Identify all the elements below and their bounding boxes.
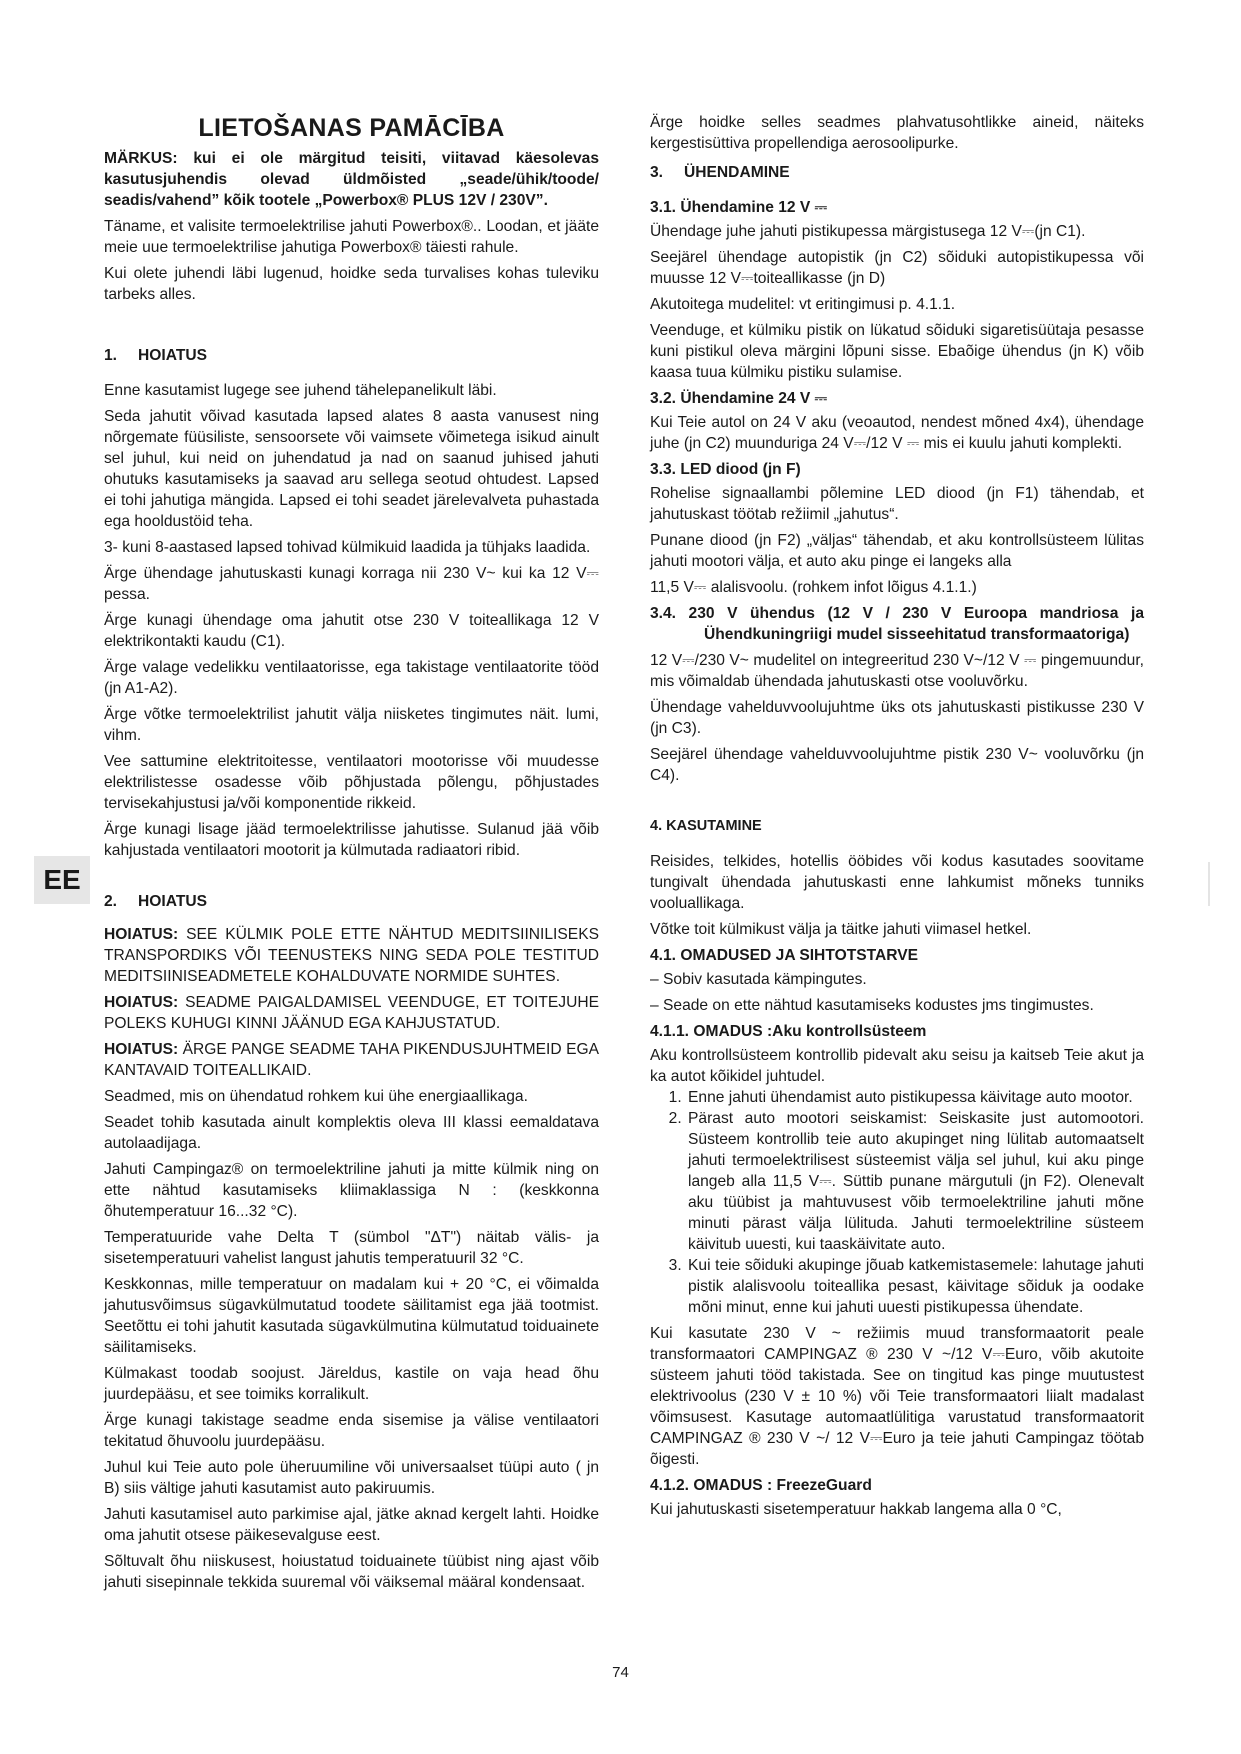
section-3-heading [650,162,1144,183]
paragraph: Seejärel ühendage autopistik (jn C2) sõiduki autopistikupessa või muusse 12 V⎓toiteallikasse (jn D) [650,249,1144,287]
edge-mark [1208,862,1210,906]
section-4-heading [650,816,1144,837]
paragraph: Ärge kunagi takistage seadme enda sisemise ja välise ventilaatori tekitatud õhuvoolu juurdepääsu. [104,1412,599,1450]
list-item: 2. Pärast auto mootori seiskamist: Seiskasite just automootori. Süsteem kontrollib teie auto akupinget ning lülitab automaatselt jahuti termoelektrilisest süsteemist välja sel juhul, kui aku pinge langeb alla 11,5 V⎓. Süttib punane märgutuli (jn F2). Olenevalt aku tüübist ja mahtuvusest võib termoelektriline jahuti mõne minuti pärast välja lülituda. Jahuti termoelektriline süsteem käivitub uuesti, kui taaskäivitate auto. [686,1108,1144,1255]
paragraph: Akutoitega mudelitel: vt eritingimusi p. 4.1.1. [650,296,956,313]
paragraph: – Seade on ette nähtud kasutamiseks kodustes jms tingimustes. [650,997,1094,1014]
paragraph: Jahuti kasutamisel auto parkimise ajal, jätke aknad kergelt lahti. Hoidke oma jahutit otsese päikesevalguse eest. [104,1506,599,1544]
paragraph: Vee sattumine elektritoitesse, ventilaatori mootorisse või muudesse elektrilistesse osadesse võib põhjustada põlengu, põhjustades tervisekahjustusi ja/või komponentide rikkeid. [104,753,599,812]
paragraph: Ärge võtke termoelektrilist jahutit välja niisketes tingimutes näit. lumi, vihm. [104,706,599,744]
section-number: 3. [650,164,664,181]
note-paragraph: MÄRKUS: kui ei ole märgitud teisiti, viitavad käesolevas kasutusjuhendis olevad üldmõisted „seade/ühik/toode/ seadis/vahend” kõik tootele „Powerbox® PLUS 12V / 230V”. [104,150,599,209]
list-item: 1. Enne jahuti ühendamist auto pistikupessa käivitage auto mootor. [686,1087,1144,1108]
paragraph: Sõltuvalt õhu niiskusest, hoiustatud toiduainete tüübist ning ajast võib jahuti sisepinnale tekkida suuremal või väiksemal määral kondensaat. [104,1553,599,1591]
section-number: 1. [104,347,118,364]
paragraph: Juhul kui Teie auto pole üheruumiline või universaalset tüüpi auto ( jn B) siis vältige jahuti kasutamist auto pakiruumis. [104,1459,599,1497]
paragraph: Seejärel ühendage vahelduvvoolujuhtme pistik 230 V~ vooluvõrku (jn C4). [650,746,1144,784]
section-number: 4. [650,818,663,834]
subsection-3-2-heading: 3.2. Ühendamine 24 V ⎓ [650,390,828,407]
paragraph: Rohelise signaallambi põlemine LED diood (jn F1) tähendab, et jahutuskast töötab režiimil „jahutus“. [650,485,1144,523]
paragraph: Ärge kunagi ühendage oma jahutit otse 230 V toiteallikaga 12 V elektrikontakti kaudu (C1). [104,612,599,650]
paragraph: Ärge kunagi lisage jääd termoelektrilisse jahutisse. Sulanud jää võib kahjustada ventilaatori mootorit ja külmutada radiaatori ribid. [104,821,599,859]
section-2-heading [104,891,599,912]
subsection-4-1-2-heading: 4.1.2. OMADUS : FreezeGuard [650,1477,872,1494]
subsection-3-1-heading: 3.1. Ühendamine 12 V ⎓ [650,199,828,216]
page-title: LIETOŠANAS PAMĀCĪBA [198,114,505,142]
right-column [650,112,1144,1525]
paragraph: Võtke toit külmikust välja ja täitke jahuti viimasel hetkel. [650,921,1032,938]
paragraph: 3- kuni 8-aastased lapsed tohivad külmikuid laadida ja tühjaks laadida. [104,539,591,556]
paragraph: Seadet tohib kasutada ainult komplektis oleva III klassi eemaldatava autolaadijaga. [104,1114,599,1152]
language-tab: EE [34,856,90,904]
paragraph: Külmakast toodab soojust. Järeldus, kastile on vaja head õhu juurdepääsu, et see toimiks korralikult. [104,1365,599,1403]
paragraph: Keskkonnas, mille temperatuur on madalam kui + 20 °C, ei võimalda jahutusvõimsus sügavkülmutatud toodete säilitamist ega jää tootmist. Seetõttu ei tohi jahutit kasutada sügavkülmutina külmutatud toiduainete säilitamiseks. [104,1276,599,1356]
paragraph: Kui jahutuskasti sisetemperatuur hakkab langema alla 0 °C, [650,1501,1062,1518]
paragraph: Kui Teie autol on 24 V aku (veoautod, nendest mõned 4x4), ühendage juhe (jn C2) muunduriga 24 V⎓/12 V ⎓ mis ei kuulu jahuti komplekti. [650,414,1144,452]
subsection-4-1-1-heading: 4.1.1. OMADUS :Aku kontrollsüsteem [650,1023,927,1040]
intro-paragraph: Täname, et valisite termoelektrilise jahuti Powerbox®.. Loodan, et jääte meie uue termoelektrilise jahutiga Powerbox® täiesti rahule. [104,218,599,256]
section-title: HOIATUS [138,893,208,910]
warning-3: HOIATUS: ÄRGE PANGE SEADME TAHA PIKENDUSJUHTMEID EGA KANTAVAID TOITEALLIKAID. [104,1041,599,1079]
paragraph: Enne kasutamist lugege see juhend tähelepanelikult läbi. [104,382,497,399]
paragraph: 12 V⎓/230 V~ mudelitel on integreeritud 230 V~/12 V ⎓ pingemuundur, mis võimaldab ühendada jahutuskasti otse vooluvõrku. [650,652,1144,690]
paragraph: Jahuti Campingaz® on termoelektriline jahuti ja mitte külmik ning on ette nähtud kasutamiseks kliimaklassiga N : (keskkonna õhutemperatuur 16...32 °C). [104,1161,599,1220]
section-title: HOIATUS [138,347,208,364]
intro-paragraph: Kui olete juhendi läbi lugenud, hoidke seda turvalises kohas tuleviku tarbeks alles. [104,265,599,303]
paragraph: Aku kontrollsüsteem kontrollib pidevalt aku seisu ja kaitseb Teie akut ja ka autot kõikidel juhtudel. [650,1047,1144,1085]
paragraph: Temperatuuride vahe Delta T (sümbol "ΔT") näitab välis- ja sisetemperatuuri vahelist langust jahutis temperatuuril 32 °C. [104,1229,599,1267]
paragraph: Ühendage vahelduvvoolujuhtme üks ots jahutuskasti pistikusse 230 V (jn C3). [650,699,1144,737]
paragraph: Kui kasutate 230 V ~ režiimis muud transformaatorit peale transformaatori CAMPINGAZ ® 230 V ~/12 V⎓Euro, võib akutoite süsteem jahuti tööd takistada. See on tingitud kas pinge muutustest elektrivoolus (230 V ± 10 %) või Teie transformaatori liialt madalast võimsusest. Kasutage automaatlülitiga varustatud transformaatorit CAMPINGAZ ® 230 V ~/ 12 V⎓Euro ja teie jahuti Campingaz töötab õigesti. [650,1325,1144,1468]
paragraph: 11,5 V⎓ alalisvoolu. (rohkem infot lõigus 4.1.1.) [650,579,977,596]
subsection-3-4-heading: 3.4. 230 V ühendus (12 V / 230 V Euroopa mandriosa ja Ühendkuningriigi mudel sisseehitatud transformaatoriga) [650,605,1144,643]
paragraph: Seadmed, mis on ühendatud rohkem kui ühe energiaallikaga. [104,1088,528,1105]
paragraph: Veenduge, et külmiku pistik on lükatud sõiduki sigaretisüütaja pesasse kuni pistikul oleva märgini lõpuni sisse. Ebaõige ühendus (jn K) võib kaasa tuua külmiku pistiku sulamise. [650,322,1144,381]
list-item: 3. Kui teie sõiduki akupinge jõuab katkemistasemele: lahutage jahuti pistik alalisvoolu toiteallika pesast, käivitage sõiduk ja oodake mõni minut, enne kui jahuti uuesti pistikupessa ühendate. [686,1255,1144,1318]
section-title: KASUTAMINE [666,818,762,834]
subsection-4-1-heading: 4.1. OMADUSED JA SIHTOTSTARVE [650,947,919,964]
paragraph: Ärge ühendage jahutuskasti kunagi korraga nii 230 V~ kui ka 12 V⎓ pessa. [104,565,599,603]
paragraph: Reisides, telkides, hotellis ööbides või kodus kasutades soovitame tungivalt ühendada jahutuskasti enne lahkumist mõneks tunniks vooluallikaga. [650,853,1144,912]
section-1-heading [104,345,599,366]
warning-2: HOIATUS: SEADME PAIGALDAMISEL VEENDUGE, ET TOITEJUHE POLEKS KUHUGI KINNI JÄÄNUD EGA KAHJUSTATUD. [104,994,599,1032]
paragraph: – Sobiv kasutada kämpingutes. [650,971,867,988]
paragraph: Punane diood (jn F2) „väljas“ tähendab, et aku kontrollsüsteem lülitas jahuti mootori välja, et auto aku pinge ei langeks alla [650,532,1144,570]
section-title: ÜHENDAMINE [684,164,790,181]
numbered-list [650,1087,1144,1318]
subsection-3-3-heading: 3.3. LED diood (jn F) [650,461,801,478]
page-number: 74 [612,1664,629,1681]
paragraph: Ärge valage vedelikku ventilaatorisse, ega takistage ventilaatorite tööd (jn A1-A2). [104,659,599,697]
section-number: 2. [104,893,118,910]
left-column [104,112,599,1598]
paragraph: Ärge hoidke selles seadmes plahvatusohtlikke aineid, näiteks kergestisüttiva propellendiga aerosoolipurke. [650,114,1144,152]
paragraph: Seda jahutit võivad kasutada lapsed alates 8 aasta vanusest ning nõrgemate füüsiliste, sensoorsete või vaimsete võimetega isikud ainult sel juhul, kui neid on juhendatud ja nad on saanud juhised jahuti ohutuks kasutamiseks ja saavad aru sellega seotud ohtudest. Lapsed ei tohi jahutiga mängida. Lapsed ei tohi seadet järelevalveta puhastada ega hooldustöid teha. [104,408,599,530]
paragraph: Ühendage juhe jahuti pistikupessa märgistusega 12 V⎓(jn C1). [650,223,1086,240]
warning-1: HOIATUS: SEE KÜLMIK POLE ETTE NÄHTUD MEDITSIINILISEKS TRANSPORDIKS VÕI TEENUSTEKS NING SEDA POLE TESTITUD MEDITSIINISEADMETELE KOHALDUVATE NORMIDE SUHTES. [104,926,599,985]
